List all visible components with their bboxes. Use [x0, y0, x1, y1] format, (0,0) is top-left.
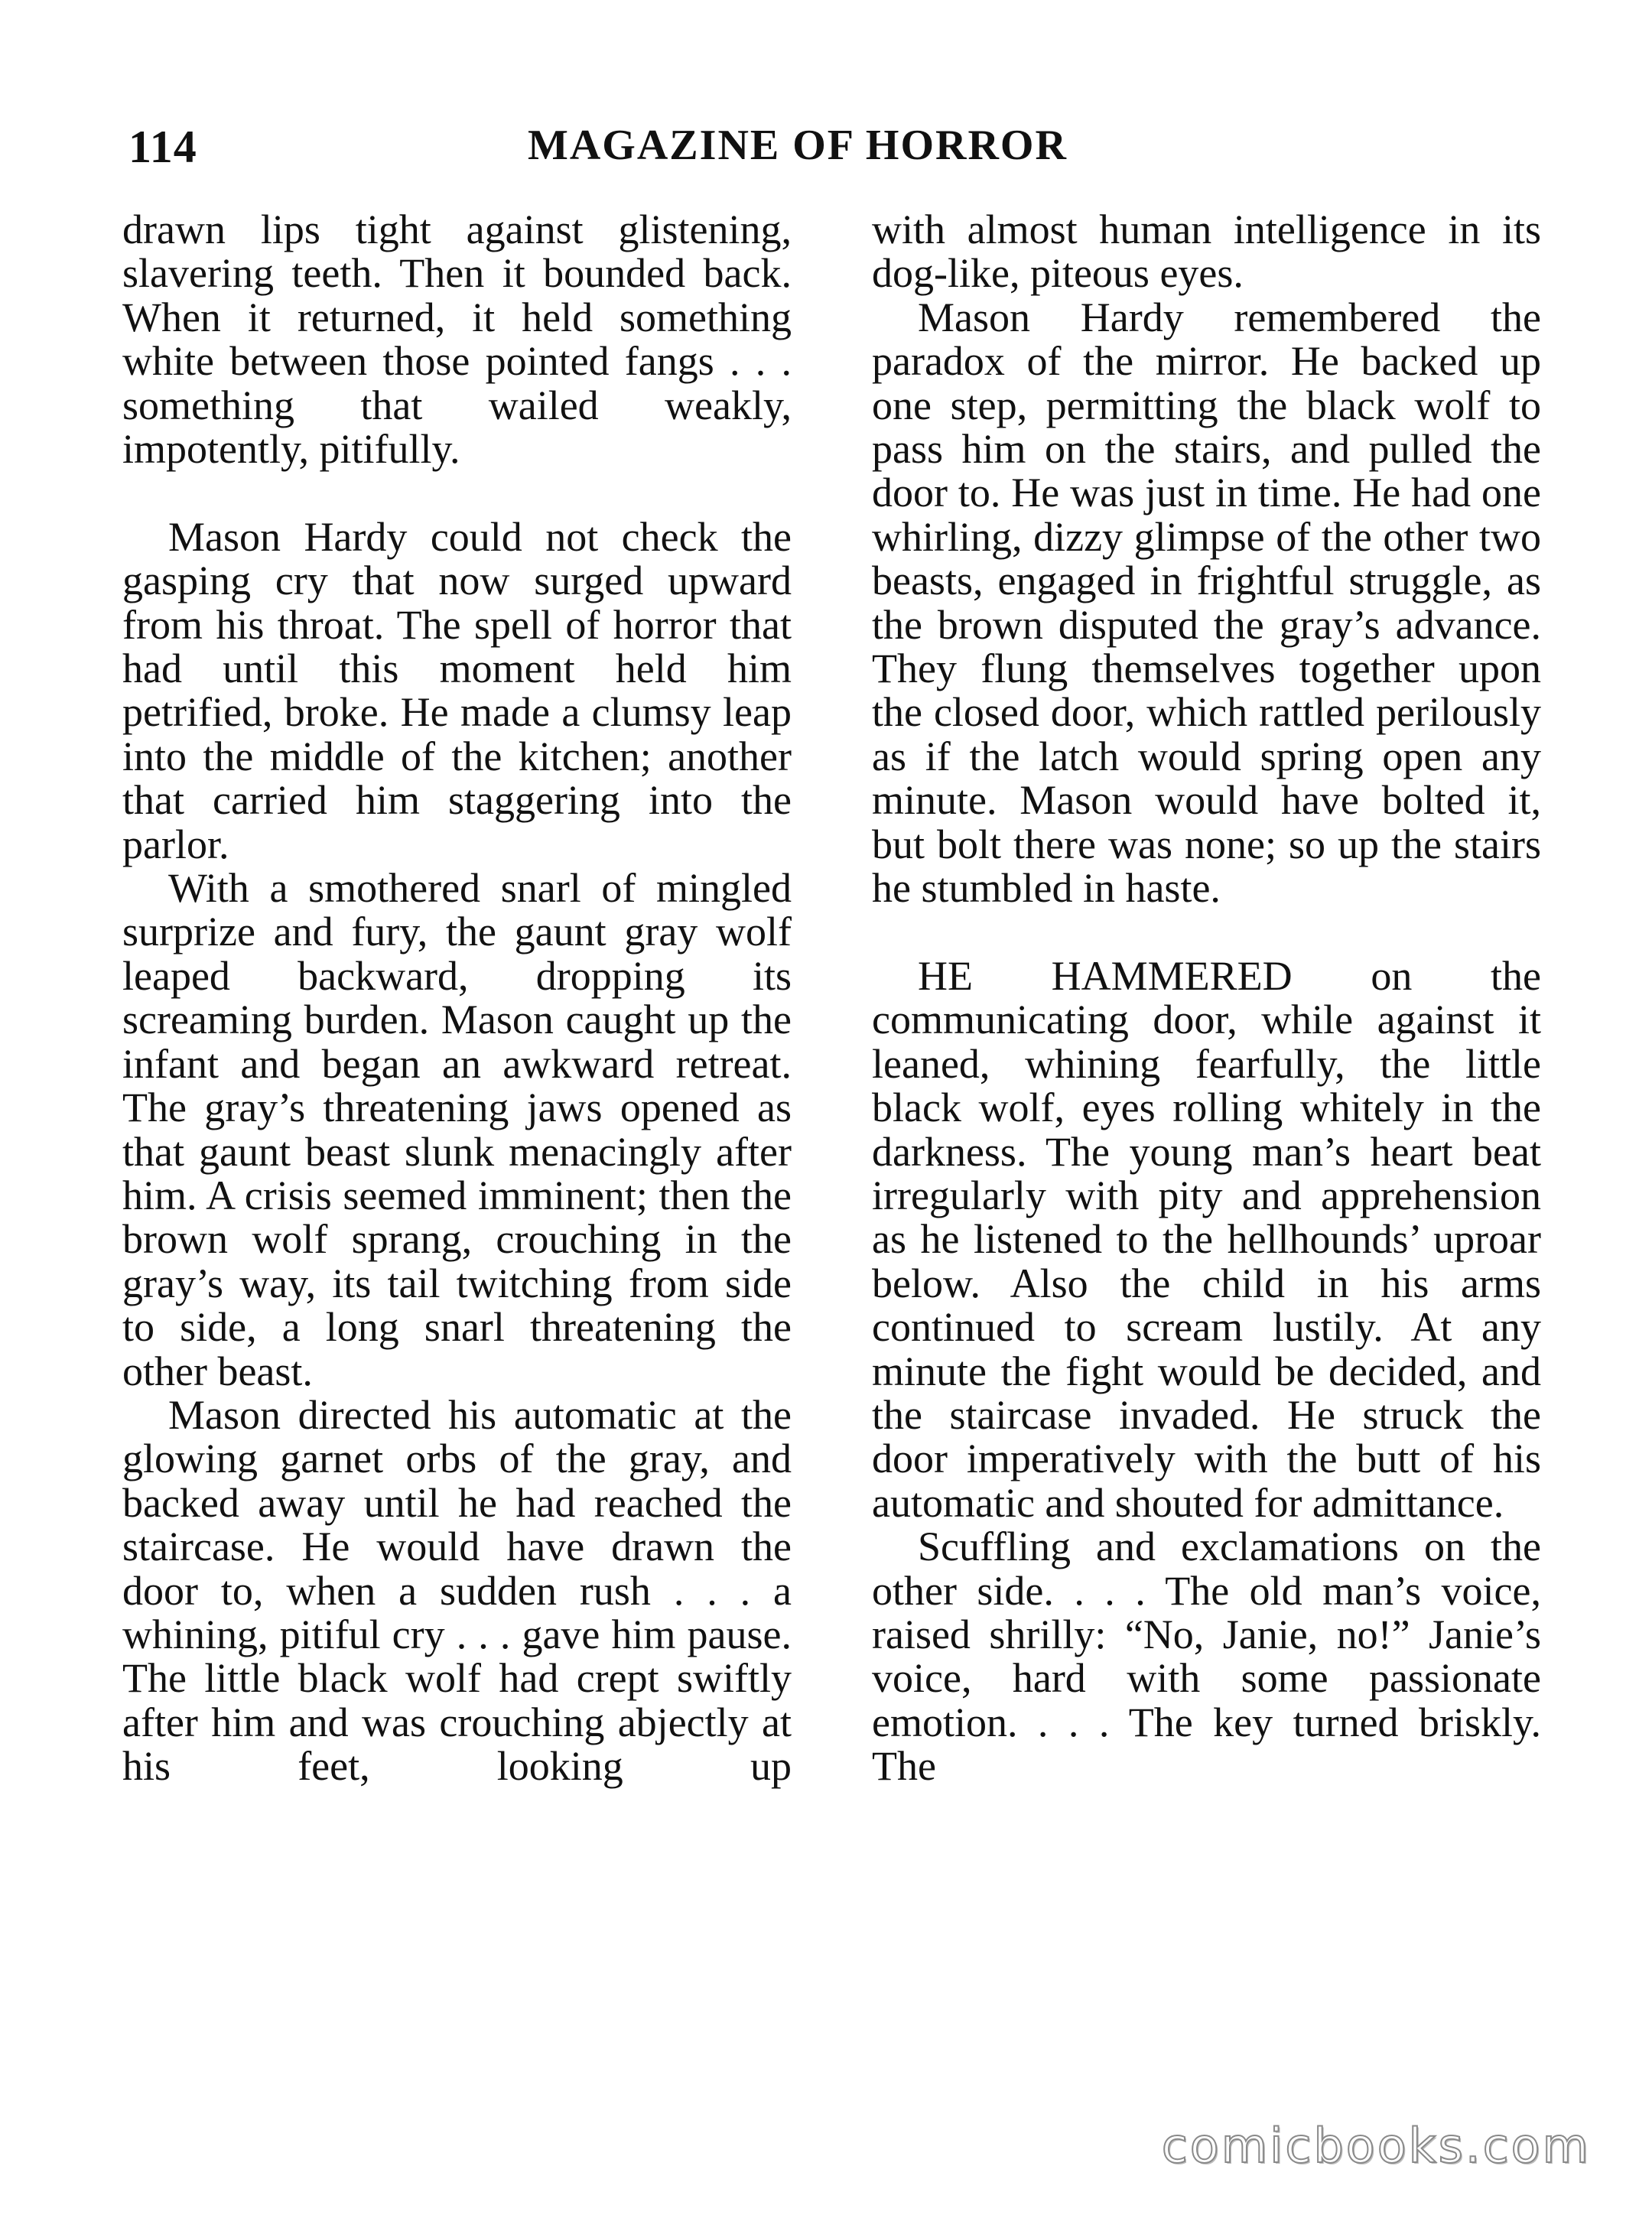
left-column [122, 208, 792, 1789]
left-paragraph-2: Mason Hardy could not check the gasping cry that now surged upward from his throat. The spell of horror that had until this moment held him petrified, broke. He made a clumsy leap into the middle of the kitchen; another that carried him staggering into the parlor. [122, 513, 792, 867]
page-number: 114 [128, 122, 197, 172]
right-column [872, 208, 1541, 1789]
right-paragraph-1: with almost human intelligence in its dog-like, piteous eyes. [872, 207, 1541, 297]
right-paragraph-3: HE HAMMERED on the communicating door, while against it leaned, whining fearfully, the little black wolf, eyes rolling whitely in the darkness. The young man’s heart beat irregularly with pity and apprehension as he listened to the hellhounds’ uproar below. Also the child in his arms continued to scream lustily. At any minute the fight would be decided, and the staircase invaded. He struck the door imperatively with the butt of his automatic and shouted for admittance. [872, 952, 1541, 1526]
left-paragraph-4: Mason directed his automatic at the glowing garnet orbs of the gray, and backed away until he had reached the staircase. He would have drawn the door to, when a sudden rush . . . a whining, pitiful cry . . . gave him pause. The little black wolf had crept swiftly after him and was crouching abjectly at his feet, looking up [122, 1391, 792, 1790]
running-head: MAGAZINE OF HORROR [528, 122, 1068, 169]
source-watermark: comicbooks.com [1161, 2118, 1591, 2174]
left-paragraph-1: drawn lips tight against glistening, slavering teeth. Then it bounded back. When it returned, it held something white between those pointed fangs . . . something that wailed weakly, impotently, pitifully. [122, 207, 792, 473]
left-paragraph-3: With a smothered snarl of mingled surprize and fury, the gaunt gray wolf leaped backward, dropping its screaming burden. Mason caught up the infant and began an awkward retreat. The gray’s threatening jaws opened as that gaunt beast slunk menacingly after him. A crisis seemed imminent; then the brown wolf sprang, crouching in the gray’s way, its tail twitching from side to side, a long snarl threatening the other beast. [122, 865, 792, 1394]
right-paragraph-2: Mason Hardy remembered the paradox of the mirror. He backed up one step, permitting the black wolf to pass him on the stairs, and pulled the door to. He was just in time. He had one whirling, dizzy glimpse of the other two beasts, engaged in frightful struggle, as the brown disputed the gray’s advance. They flung themselves together upon the closed door, which rattled perilously as if the latch would spring open any minute. Mason would have bolted it, but bolt there was none; so up the stairs he stumbled in haste. [872, 294, 1541, 912]
right-paragraph-4: Scuffling and exclamations on the other side. . . . The old man’s voice, raised shrilly: “No, Janie, no!” Janie’s voice, hard with some passionate emotion. . . . The key turned briskly. The [872, 1524, 1541, 1790]
